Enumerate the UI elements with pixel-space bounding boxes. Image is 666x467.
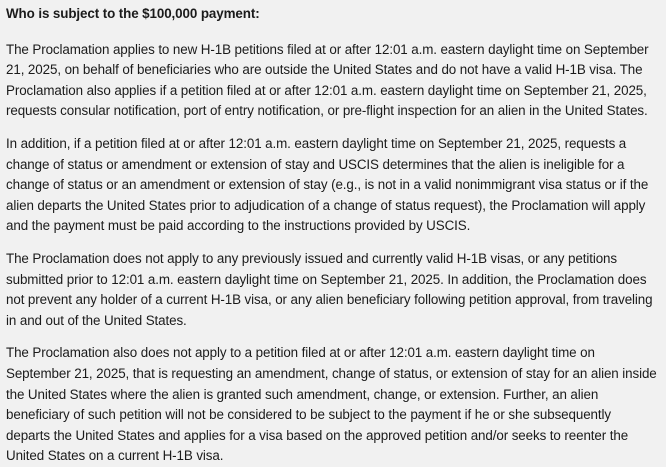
paragraph-does-not-apply-valid-visas: The Proclamation does not apply to any previously issued and currently valid H-1B visas, or any petitions submitted prior to 12:01 a.m. eastern daylight time on September 21, 2025. In addition, the Proclamation does not prevent any holder of a current H-1B visa, or any alien beneficiary following petition approval, from traveling in and out of the United States. — [6, 250, 653, 328]
section-heading: Who is subject to the $100,000 payment: — [6, 6, 260, 21]
paragraph-change-of-status: In addition, if a petition filed at or after 12:01 a.m. eastern daylight time on September 21, 2025, requests a change of status or amendment or extension of stay and USCIS determines that the alien is ineligible for a change of status or an amendment or extension of stay (e.g., is not in a valid nonimmigrant visa status or if the alien departs the United States prior to adjudication of a change of status request), the Proclamation will apply and the payment must be paid according to the instructions provided by USCIS. — [6, 135, 649, 234]
paragraph-does-not-apply-amendments: The Proclamation also does not apply to a petition filed at or after 12:01 a.m. eastern daylight time on September 21, 2025, that is requesting an amendment, change of status, or extension of stay for an alien inside the United States where the alien is granted such amendment, change, or extension. Further, an alien beneficiary of such petition will not be considered to be subject to the payment if he or she subsequently departs the United States and applies for a visa based on the approved petition and/or seeks to reenter the United States on a current H-1B visa. — [6, 345, 657, 464]
paragraph-applies-new-petitions: The Proclamation applies to new H-1B petitions filed at or after 12:01 a.m. eastern daylight time on September 21, 2025, on behalf of beneficiaries who are outside the United States and do not have a valid H-1B visa. The Proclamation also applies if a petition filed at or after 12:01 a.m. eastern daylight time on September 21, 2025, requests consular notification, port of entry notification, or pre-flight inspection for an alien in the United States. — [6, 41, 649, 119]
